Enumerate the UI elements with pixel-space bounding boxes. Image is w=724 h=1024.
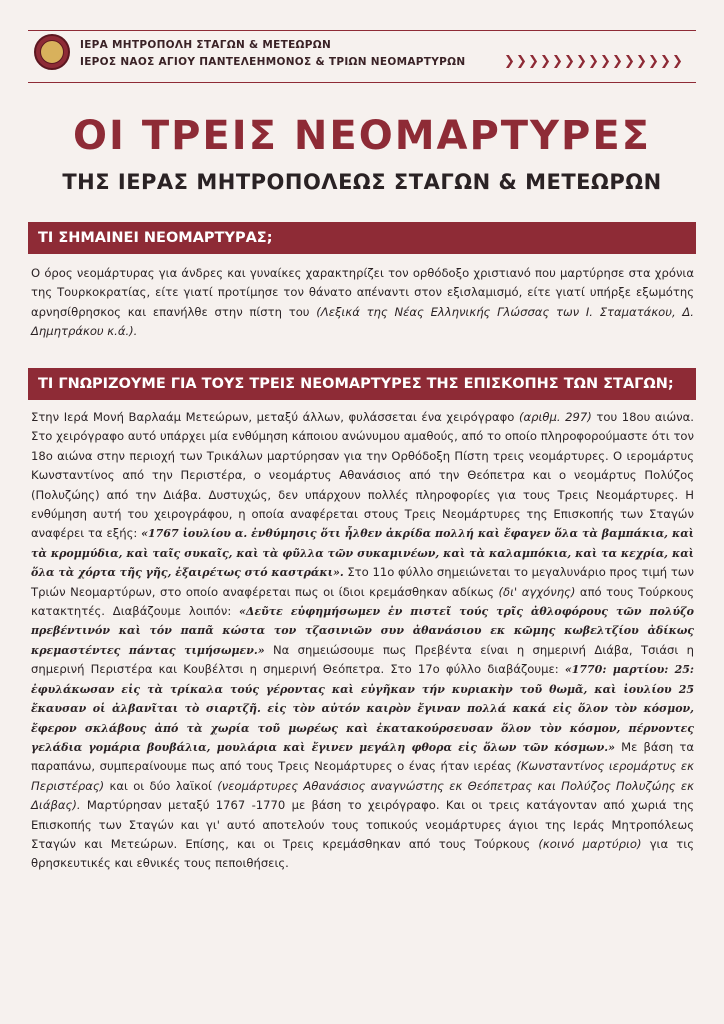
text-segment: Στο 11ο φύλλο σημειώνεται το μεγαλυνάριο προς τιμή των Τριών Νεομαρτύρων, στο οποίο αναφέρεται πως οι ίδιοι κρεμάσθηκαν αδίκως xyxy=(31,565,694,599)
chevron-right-icon: ❯ xyxy=(672,54,683,69)
header xyxy=(34,34,694,78)
text-segment: Να σημειώσουμε πως Πρεβέντα είναι η σημερινή Διάβα, Τσιάσι η σημερινή Περιστέρα και Κουβέλτσι η σημερινή Θεόπετρα. Στο 17ο φύλλο διαβάζουμε: xyxy=(31,642,694,677)
text-segment: του 18ου αιώνα. Στο χειρόγραφο αυτό υπάρχει μία ενθύμηση κάποιου ανώνυμου αμαθούς, από το οποίο πληροφορούμαστε ότι τον 18ο αιώνα στην περιοχή των Τρικάλων μαρτύρησαν για την Ορθόδοξη Πίστη τρεις νεομάρτυρες. Ο ιερομάρτυς Κωνσταντίνος από την Περιστέρα, ο νεομάρτυς Αθανάσιος από την Θεόπετρα και ο νεομάρτυς Πολύζος (Πολυζώης) από την Διάβα. Δυστυχώς, δεν υπάρχουν πολλές πληροφορίες για τους Τρεις Νεομάρτυρες. Η ενθύμηση αυτή του χειρογράφου, η οποία αναφέρεται στους Τρεις Νεομάρτυρες της Επισκοπής των Σταγών αναφέρει τα εξής: xyxy=(31,410,694,541)
chevron-right-icon: ❯ xyxy=(636,54,647,69)
text-segment: από τους Τούρκους κατακτητές. Διαβάζουμε λοιπόν: xyxy=(31,584,694,619)
chevron-right-icon: ❯ xyxy=(552,54,563,69)
chevron-right-icon: ❯ xyxy=(624,54,635,69)
text-segment: Στην Ιερά Μονή Βαρλαάμ Μετεώρων, μεταξύ άλλων, φυλάσσεται ένα χειρόγραφο xyxy=(31,410,519,424)
chevron-right-icon: ❯ xyxy=(504,54,515,69)
chevron-right-icon: ❯ xyxy=(612,54,623,69)
page-subtitle: ΤΗΣ ΙΕΡΑΣ ΜΗΤΡΟΠΟΛΕΩΣ ΣΤΑΓΩΝ & ΜΕΤΕΩΡΩΝ xyxy=(62,170,662,194)
section-text-knowledge xyxy=(31,408,694,874)
chevron-right-icon: ❯ xyxy=(648,54,659,69)
chevron-right-icon: ❯ xyxy=(660,54,671,69)
chevron-right-icon: ❯ xyxy=(540,54,551,69)
definition-text: Ο όρος νεομάρτυρας για άνδρες και γυναίκες χαρακτηρίζει τον ορθόδοξο χριστιανό που μαρτύρησε στα χρόνια της Τουρκοκρατίας, είτε γιατί προτίμησε τον θάνατο απέναντι στον εξισλαμισμό, είτε γιατί υπήρξε εξωμότης αρνησίθρησκος και επανήλθε στην πίστη του xyxy=(31,266,694,319)
text-segment: για τις θρησκευτικές και εθνικές τους πεποιθήσεις. xyxy=(31,836,695,871)
chevron-right-icon: ❯ xyxy=(600,54,611,69)
manuscript-quote-1767: «1767 ἰουλίου α. ἐνθύμησις ὅτι ἦλθεν ἀκρίδα πολλή καὶ ἔφαγεν ὅλα τὰ βαμπάκια, καὶ τὰ κρομμύδια, καὶ ταῖς συκαῖς, καὶ τὰ φῦλλα τῶν συκαμινέων, καὶ τὰ καλαμπόκια, καὶ τα κεχρία, καὶ ὅλα τὰ χόρτα τῆς γῆς, ἐξαιρέτως στό καστράκι». xyxy=(31,527,694,580)
section-heading-knowledge: ΤΙ ΓΝΩΡΙΖΟΥΜΕ ΓΙΑ ΤΟΥΣ ΤΡΕΙΣ ΝΕΟΜΑΡΤΥΡΕΣ ΤΗΣ ΕΠΙΣΚΟΠΗΣ ΤΩΝ ΣΤΑΓΩΝ; xyxy=(28,368,696,400)
chevron-decoration xyxy=(504,56,682,70)
chevron-right-icon: ❯ xyxy=(576,54,587,69)
header-line-metropolis: ΙΕΡΑ ΜΗΤΡΟΠΟΛΗ ΣΤΑΓΩΝ & ΜΕΤΕΩΡΩΝ xyxy=(80,39,332,51)
page-title: ΟΙ ΤΡΕΙΣ ΝΕΟΜΑΡΤΥΡΕΣ xyxy=(73,113,651,159)
section-text-meaning xyxy=(31,264,694,342)
text-segment: Μαρτύρησαν μεταξύ 1767 -1770 με βάση το χειρόγραφο. Και οι τρεις κατάγονταν από χωριά της Επισκοπής των Σταγών και γι' αυτό αποτελούν τους τοπικούς νεομάρτυρες άγιοι της Ιεράς Μητροπόλεως Σταγών και Μετεώρων. Επίσης, και οι Τρεις κρεμάσθηκαν από τους Τούρκους xyxy=(31,798,694,851)
top-rule xyxy=(28,30,696,31)
italic-note: (δι' αγχόνης) xyxy=(498,584,576,599)
manuscript-quote-1770: «1770: μαρτίου: 25: ἐφυλάκωσαν εἰς τὰ τρίκαλα τούς γέροντας καὶ εὐγῆκαν τήν κυριακὴν τοῦ θωμᾶ, καὶ ἰουλίου 25 ἔκαυσαν οἱ ἀλβανῖται τὸ σιαρτζῆ. εἰς τὸν αὐτόν καιρὸν ἔγιναν πολλά κακά εἰς ὅλον τὸν κόσμον, ἔφερον σκλάβους ἀπό τὰ χωρία τοῦ μωρέως καὶ ἐκατακούρσευσαν ὅλον τὸν κόσμον, πέρνοντες γελάδια γομάρια βουβάλια, μουλάρια καὶ ἔγινεν μεγάλη φθορα εἰς ὅλων τῶν κόσμων.» xyxy=(31,663,694,754)
header-rule xyxy=(28,82,696,83)
manuscript-number: (αριθμ. 297) xyxy=(518,410,592,424)
chevron-right-icon: ❯ xyxy=(516,54,527,69)
manuscript-quote-megalynarion: «Δεῦτε εὐφημήσωμεν ἐν πιστεῖ τούς τρῖς ἀθλοφόρους τῶν πολύζο πρεβέντινόν καὶ τόν παπᾶ κώστα τον τζασινιῶν συν ἀθανάσιου εκ κῶμης κωβελτζίου ἀδίκως κρεμαστέντες πάντας τιμήσωμεν.» xyxy=(31,605,694,657)
section-heading-meaning: ΤΙ ΣΗΜΑΙΝΕΙ ΝΕΟΜΑΡΤΥΡΑΣ; xyxy=(28,222,696,254)
text-segment: και οι δύο λαϊκοί xyxy=(104,778,218,793)
italic-note: (Κωνσταντίνος ιερομάρτυς εκ Περιστέρας) xyxy=(31,759,694,793)
text-segment: Με βάση τα παραπάνω, συμπεραίνουμε πως από τους Τρεις Νεομάρτυρες ο ένας ήταν ιερέας xyxy=(31,739,695,774)
chevron-right-icon: ❯ xyxy=(564,54,575,69)
chevron-right-icon: ❯ xyxy=(588,54,599,69)
definition-source: (Λεξικά της Νέας Ελληνικής Γλώσσας των Ι. Σταματάκου, Δ. Δημητράκου κ.ά.). xyxy=(31,304,694,339)
header-line-church: ΙΕΡΟΣ ΝΑΟΣ ΑΓΙΟΥ ΠΑΝΤΕΛΕΗΜΟΝΟΣ & ΤΡΙΩΝ ΝΕΟΜΑΡΤΥΡΩΝ xyxy=(80,56,466,68)
metropolis-seal-icon xyxy=(34,34,70,70)
chevron-right-icon: ❯ xyxy=(528,54,539,69)
italic-note: (κοινό μαρτύριο) xyxy=(538,836,642,851)
italic-note: (νεομάρτυρες Αθανάσιος αναγνώστης εκ Θεόπετρας και Πολύζος Πολυζώης εκ Διάβας). xyxy=(31,778,694,813)
